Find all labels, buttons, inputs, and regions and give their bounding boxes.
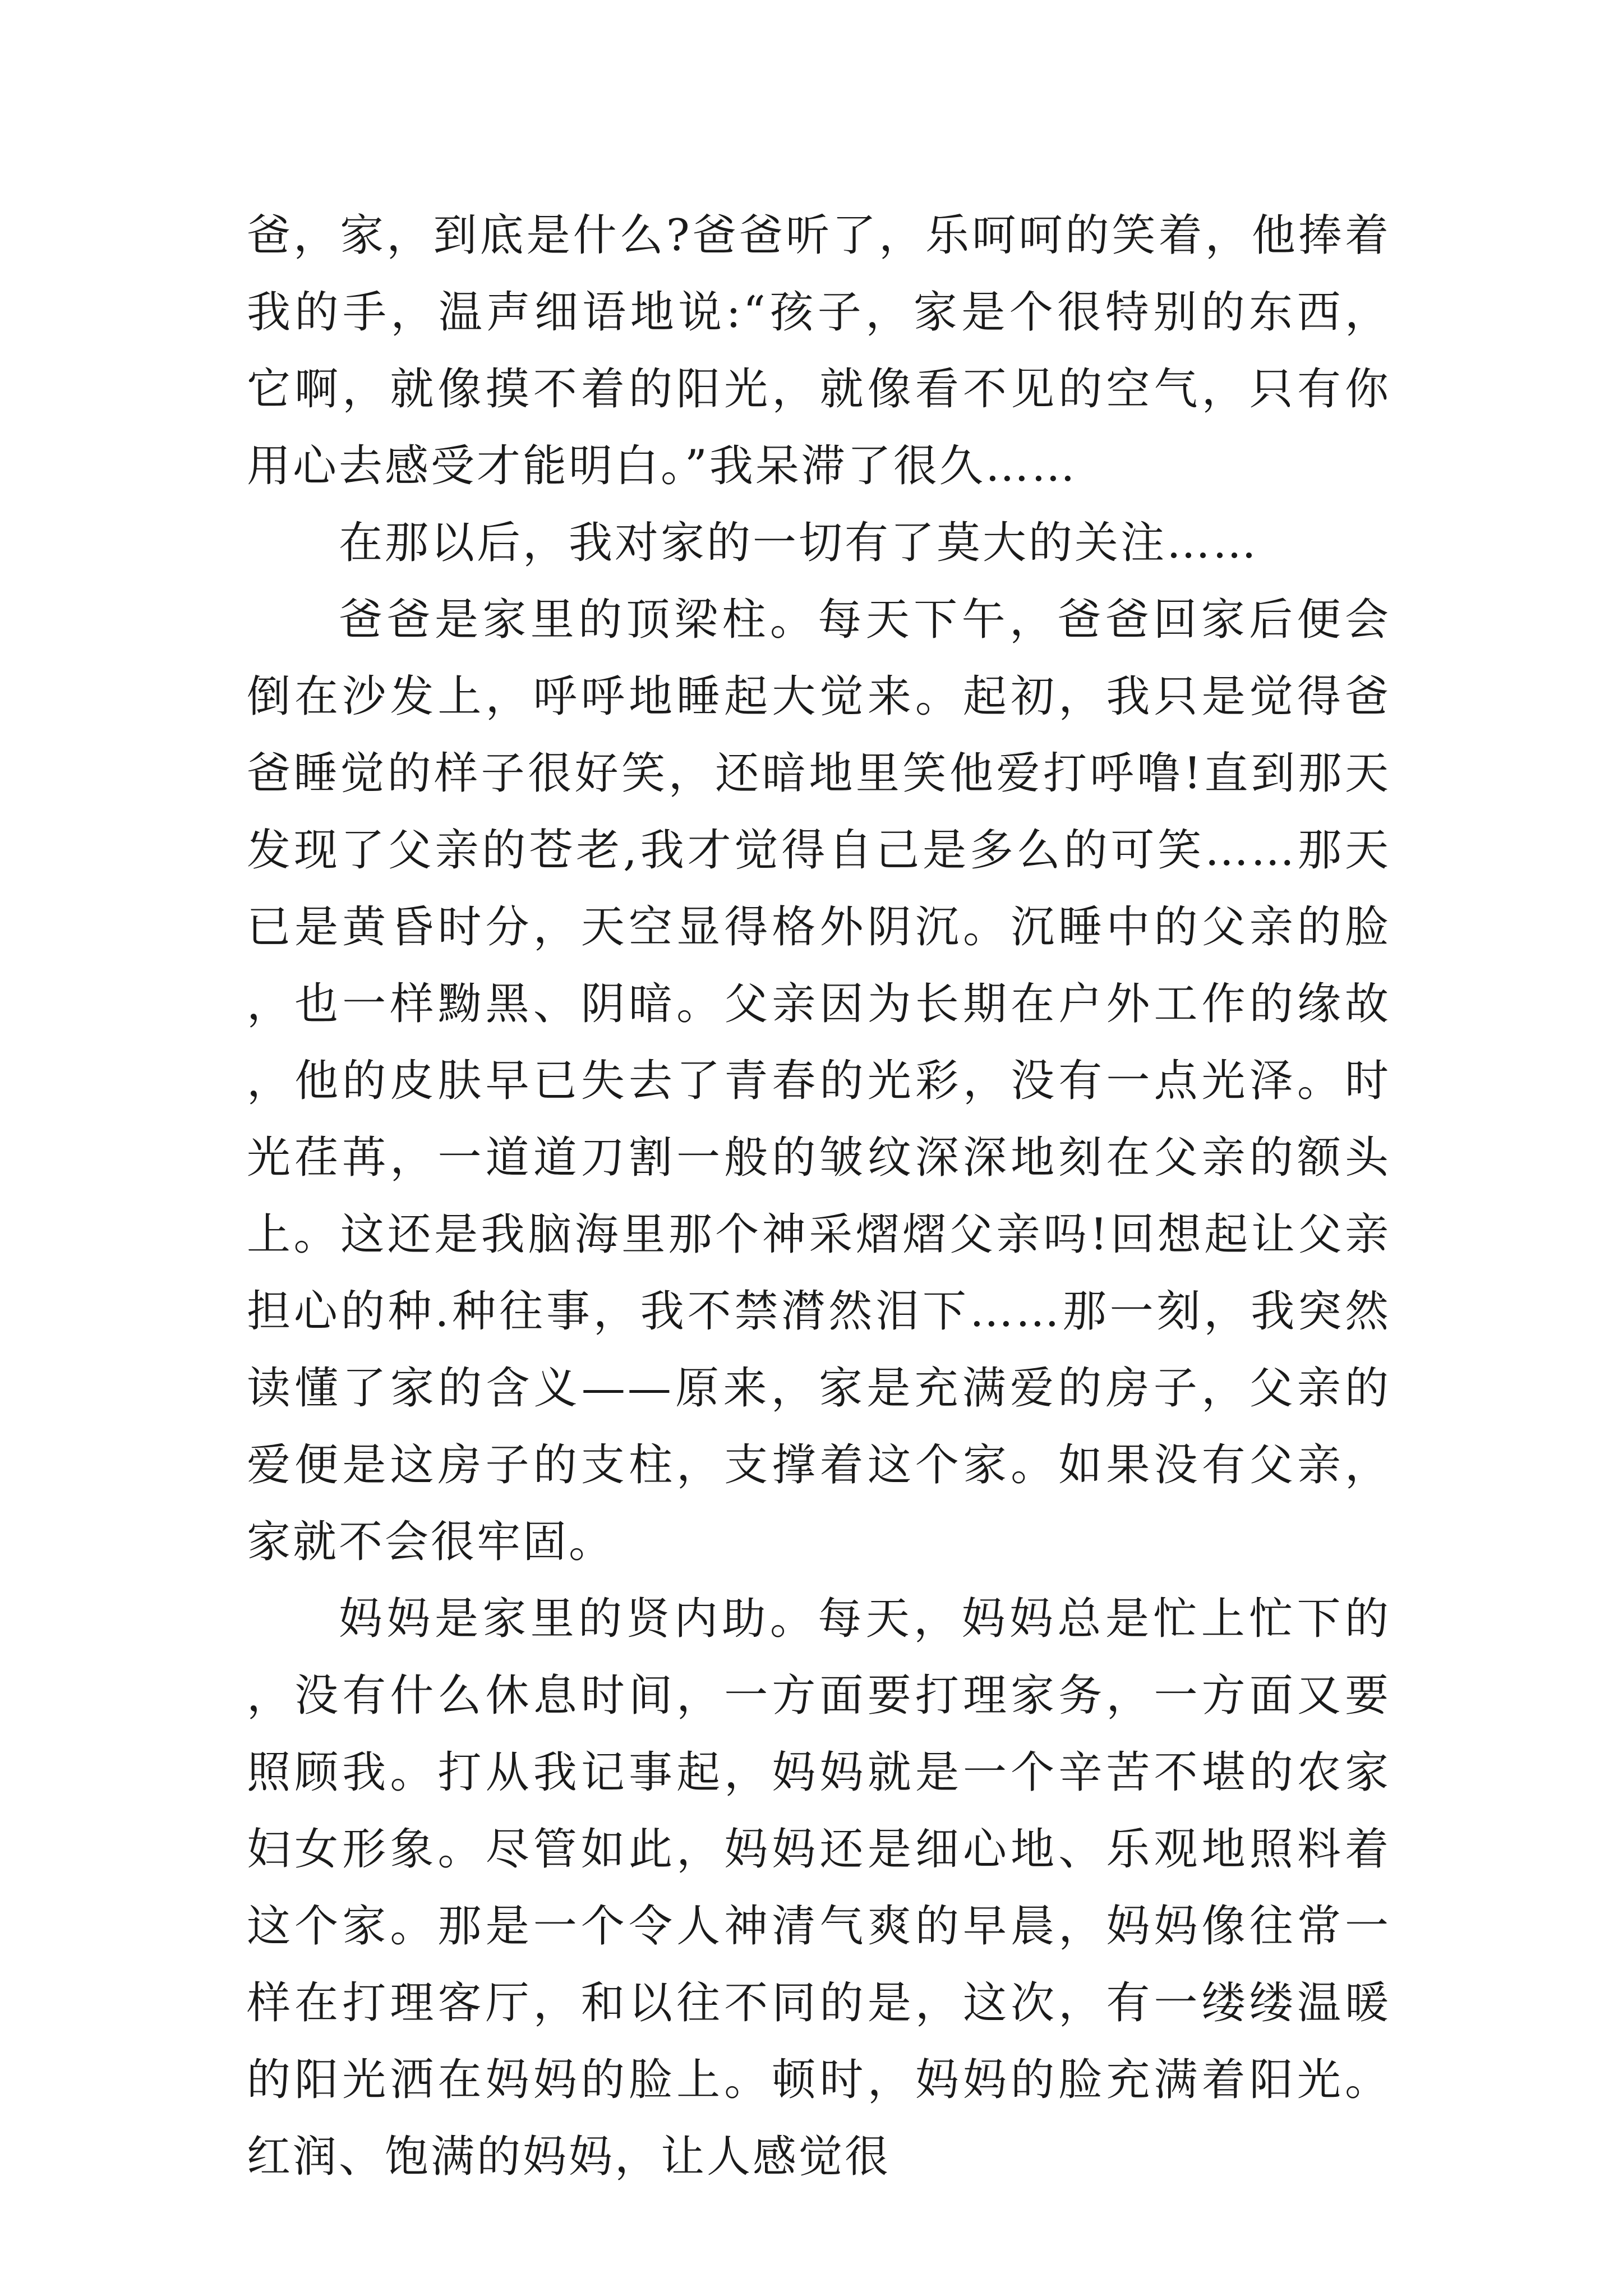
text-body — [247, 197, 1391, 2196]
paragraph-mother: 妈妈是家里的贤内助。每天，妈妈总是忙上忙下的，没有什么休息时间，一方面要打理家务，一方面又要照顾我。打从我记事起，妈妈就是一个辛苦不堪的农家妇女形象。尽管如此，妈妈还是细心地、乐观地照料着这个家。那是一个令人神清气爽的早晨，妈妈像往常一样在打理客厅，和以往不同的是，这次，有一缕缕温暖的阳光洒在妈妈的脸上。顿时，妈妈的脸充满着阳光。红润、饱满的妈妈，让人感觉很 — [247, 1594, 1391, 2182]
paragraph-attention: 在那以后，我对家的一切有了莫大的关注…… — [339, 518, 1259, 568]
paragraph-father: 爸爸是家里的顶梁柱。每天下午，爸爸回家后便会倒在沙发上，呼呼地睡起大觉来。起初，我只是觉得爸爸睡觉的样子很好笑，还暗地里笑他爱打呼噜!直到那天发现了父亲的苍老,我才觉得自己是多么的可笑……那天已是黄昏时分，天空显得格外阴沉。沉睡中的父亲的脸，也一样黝黑、阴暗。父亲因为长期在户外工作的缘故，他的皮肤早已失去了青春的光彩，没有一点光泽。时光荏苒，一道道刀割一般的皱纹深深地刻在父亲的额头上。这还是我脑海里那个神采熠熠父亲吗!回想起让父亲担心的种.种往事，我不禁潸然泪下……那一刻，我突然读懂了家的含义——原来，家是充满爱的房子，父亲的爱便是这房子的支柱，支撑着这个家。如果没有父亲，家就不会很牢固。 — [247, 595, 1391, 1567]
paragraph-continuation: 爸，家，到底是什么?爸爸听了，乐呵呵的笑着，他捧着我的手，温声细语地说:“孩子，家是个很特别的东西，它啊，就像摸不着的阳光，就像看不见的空气，只有你用心去感受才能明白。”我呆滞了很久…… — [247, 210, 1391, 491]
